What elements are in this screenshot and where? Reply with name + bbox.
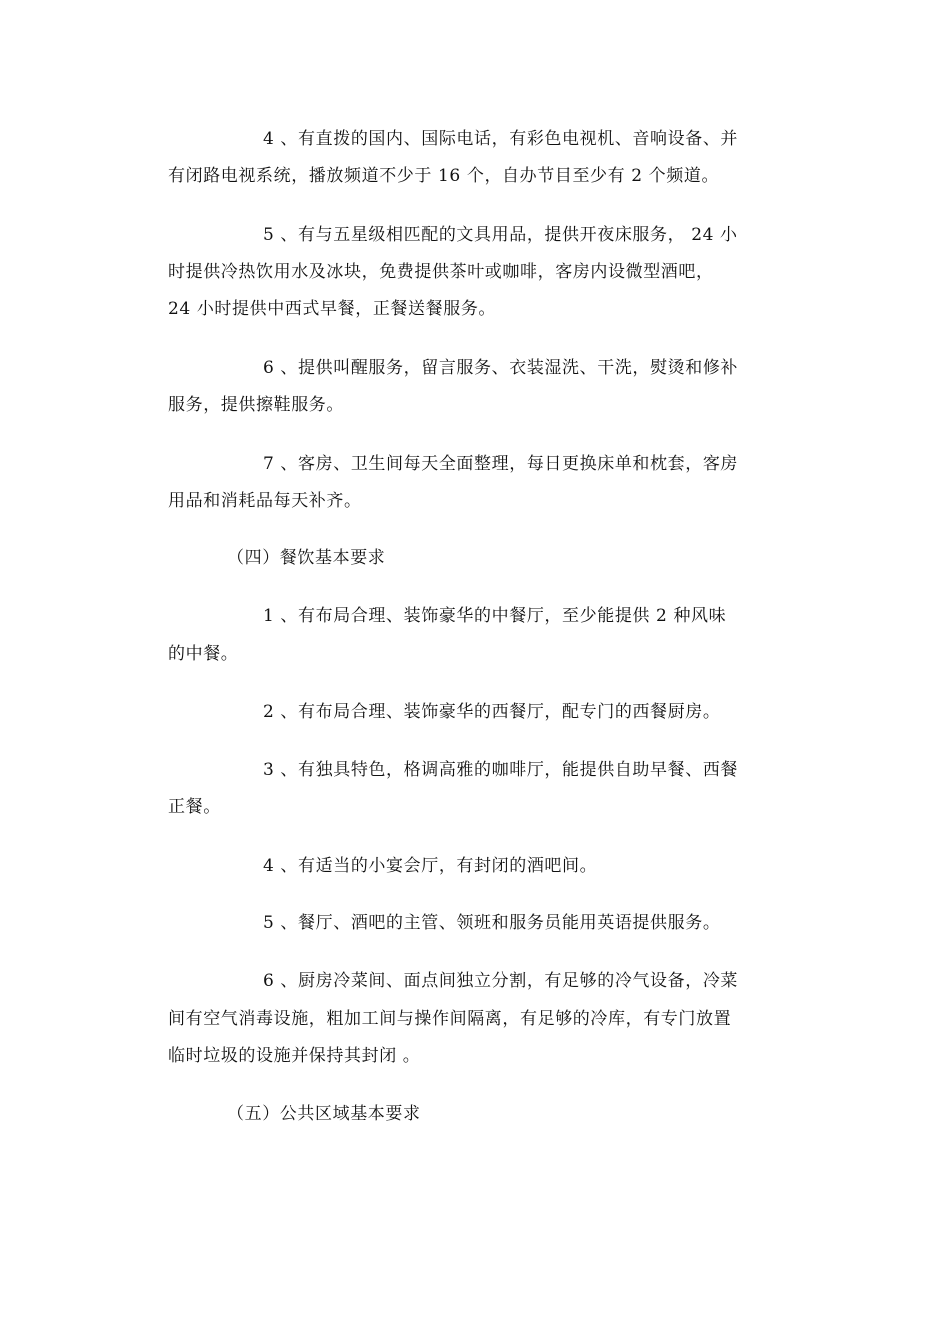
section-heading-5: （五）公共区域基本要求 — [227, 1104, 421, 1124]
item-4-5-line-1: 5 、餐厅、酒吧的主管、领班和服务员能用英语提供服务。 — [263, 913, 721, 933]
item-3-7-line-1: 7 、客房、卫生间每天全面整理，每日更换床单和枕套，客房 — [263, 454, 739, 474]
item-3-5-line-3: 24 小时提供中西式早餐，正餐送餐服务。 — [168, 299, 497, 319]
item-4-6-line-2: 间有空气消毒设施，粗加工间与操作间隔离，有足够的冷库，有专门放置 — [168, 1009, 732, 1029]
item-4-3-line-1: 3 、有独具特色，格调高雅的咖啡厅，能提供自助早餐、西餐 — [263, 760, 739, 780]
item-4-4-line-1: 4 、有适当的小宴会厅，有封闭的酒吧间。 — [263, 856, 598, 876]
item-4-2-line-1: 2 、有布局合理、装饰豪华的西餐厅，配专门的西餐厨房。 — [263, 702, 721, 722]
section-heading-4: （四）餐饮基本要求 — [227, 548, 386, 568]
item-4-6-line-1: 6 、厨房冷菜间、面点间独立分割，有足够的冷气设备，冷菜 — [263, 971, 739, 991]
item-3-5-line-2: 时提供冷热饮用水及冰块，免费提供茶叶或咖啡，客房内设微型酒吧， — [168, 262, 714, 282]
item-3-6-line-2: 服务，提供擦鞋服务。 — [168, 395, 344, 415]
item-3-4-line-2: 有闭路电视系统，播放频道不少于 16 个，自办节目至少有 2 个频道。 — [168, 166, 720, 186]
item-3-5-line-1: 5 、有与五星级相匹配的文具用品，提供开夜床服务， 24 小 — [263, 225, 738, 245]
item-3-4-line-1: 4 、有直拨的国内、国际电话，有彩色电视机、音响设备、并 — [263, 129, 739, 149]
item-4-1-line-1: 1 、有布局合理、装饰豪华的中餐厅，至少能提供 2 种风味 — [263, 606, 727, 626]
item-4-3-line-2: 正餐。 — [168, 797, 221, 817]
item-4-1-line-2: 的中餐。 — [168, 644, 239, 664]
item-3-6-line-1: 6 、提供叫醒服务，留言服务、衣装湿洗、干洗，熨烫和修补 — [263, 358, 739, 378]
item-3-7-line-2: 用品和消耗品每天补齐。 — [168, 491, 362, 511]
item-4-6-line-3: 临时垃圾的设施并保持其封闭 。 — [168, 1046, 421, 1066]
